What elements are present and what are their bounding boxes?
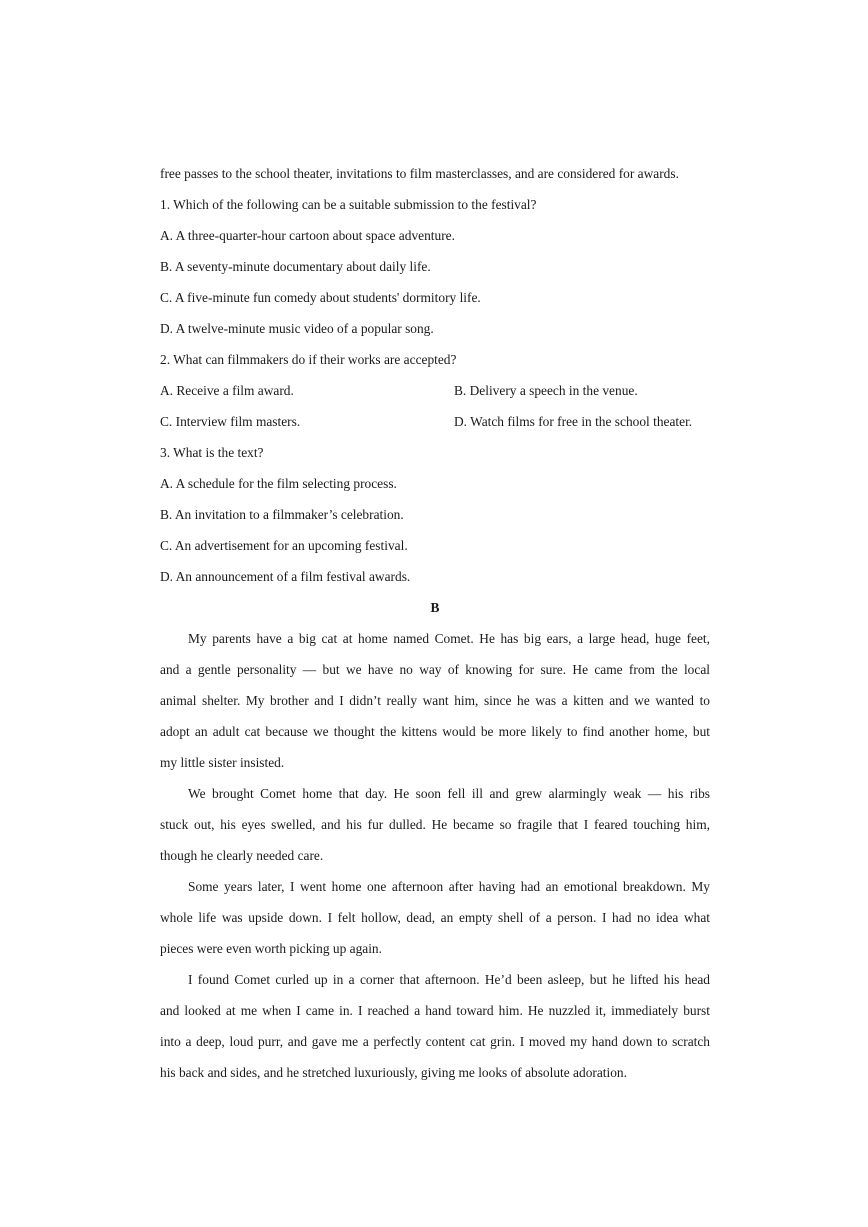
paragraph-line: My parents have a big cat at home named Comet. He has big ears, a large head, huge feet, (188, 631, 710, 646)
section-b-paragraph-3 (160, 871, 710, 964)
paragraph-line: though he clearly needed care. (160, 848, 324, 863)
paragraph-line: Some years later, I went home one afternoon after having had an emotional breakdown. My (188, 879, 710, 894)
section-b-title: B (430, 600, 440, 615)
question-2-option-b: B. Delivery a speech in the venue. (454, 383, 638, 398)
intro-continuation: free passes to the school theater, invitations to film masterclasses, and are considered for awards. (160, 166, 679, 181)
section-b-paragraph-2 (160, 778, 710, 871)
paragraph-line: I found Comet curled up in a corner that afternoon. He’d been asleep, but he lifted his head (188, 972, 710, 987)
question-1-option-b: B. A seventy-minute documentary about daily life. (160, 259, 431, 274)
paragraph-line: and a gentle personality — but we have no way of knowing for sure. He came from the local (160, 662, 710, 677)
paragraph-line: animal shelter. My brother and I didn’t really want him, since he was a kitten and we wanted to (160, 693, 710, 708)
paragraph-line: We brought Comet home that day. He soon fell ill and grew alarmingly weak — his ribs (188, 786, 710, 801)
paragraph-line: pieces were even worth picking up again. (160, 941, 382, 956)
question-2-option-d: D. Watch films for free in the school theater. (454, 414, 693, 429)
question-2-stem: 2. What can filmmakers do if their works are accepted? (160, 352, 457, 367)
paragraph-line: his back and sides, and he stretched luxuriously, giving me looks of absolute adoration. (160, 1065, 627, 1080)
question-3-option-d: D. An announcement of a film festival awards. (160, 569, 411, 584)
question-2-option-c: C. Interview film masters. (160, 414, 301, 429)
paragraph-line: into a deep, loud purr, and gave me a perfectly content cat grin. I moved my hand down to scratch (160, 1034, 710, 1049)
section-b-paragraph-1 (160, 623, 710, 778)
question-1-option-d: D. A twelve-minute music video of a popular song. (160, 321, 434, 336)
paragraph-line: whole life was upside down. I felt hollow, dead, an empty shell of a person. I had no idea what (160, 910, 710, 925)
question-3-option-a: A. A schedule for the film selecting process. (160, 476, 397, 491)
question-3-option-c: C. An advertisement for an upcoming festival. (160, 538, 408, 553)
paragraph-line: adopt an adult cat because we thought the kittens would be more likely to find another home, but (160, 724, 710, 739)
document-page (160, 158, 710, 1088)
question-1-option-a: A. A three-quarter-hour cartoon about space adventure. (160, 228, 455, 243)
paragraph-line: my little sister insisted. (160, 755, 285, 770)
paragraph-line: and looked at me when I came in. I reached a hand toward him. He nuzzled it, immediately burst (160, 1003, 710, 1018)
question-1-stem: 1. Which of the following can be a suitable submission to the festival? (160, 197, 537, 212)
question-3-option-b: B. An invitation to a filmmaker’s celebration. (160, 507, 404, 522)
paragraph-line: stuck out, his eyes swelled, and his fur dulled. He became so fragile that I feared touching him, (160, 817, 710, 832)
section-b-paragraph-4 (160, 964, 710, 1088)
question-2-option-a: A. Receive a film award. (160, 383, 294, 398)
question-1-option-c: C. A five-minute fun comedy about students' dormitory life. (160, 290, 481, 305)
question-2-options-row-1 (160, 375, 710, 406)
question-3-stem: 3. What is the text? (160, 445, 264, 460)
question-2-options-row-2 (160, 406, 710, 437)
